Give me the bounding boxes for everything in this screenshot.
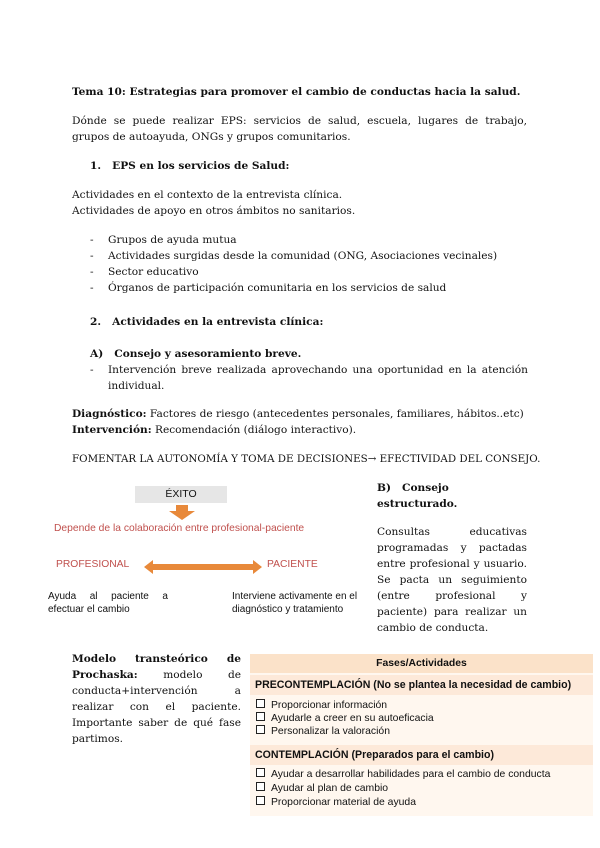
interviene-text: Interviene activamente en el diagnóstico y tratamiento: [232, 591, 358, 615]
subsection-b-text: Consultas educativas programadas y pactadas entre profesional y usuario. Se pacta un seguimiento (entre profesional y paciente) para realizar un cambio de conducta.: [377, 526, 527, 634]
ayuda-text: Ayuda al paciente a efectuar el cambio: [48, 591, 168, 615]
modelo-text: modelo de conducta+intervención a realizar con el paciente. Importante saber de qué fase partimos.: [72, 669, 241, 745]
subsection-a-heading: A) Consejo y asesoramiento breve.: [90, 348, 302, 360]
list-item: Actividades surgidas desde la comunidad (ONG, Asociaciones vecinales): [108, 250, 498, 262]
modelo-paragraph: [72, 651, 241, 747]
fomentar-right: EFECTIVIDAD DEL CONSEJO.: [376, 453, 541, 465]
paciente-label: PACIENTE: [267, 559, 318, 570]
bullet-marker: -: [90, 234, 94, 246]
bullet-marker: -: [90, 250, 94, 262]
stages-table: [250, 654, 593, 816]
diagnostico-text: Factores de riesgo (antecedentes personales, familiares, hábitos..etc): [146, 408, 524, 420]
intervencion-text: Recomendación (diálogo interactivo).: [151, 424, 357, 436]
stage-precontemplacion: PRECONTEMPLACIÓN (No se plantea la necesidad de cambio): [250, 675, 593, 695]
intervencion-line: [72, 422, 542, 438]
checkbox-icon: [256, 796, 265, 805]
list-item: Personalizar la valoración: [256, 725, 390, 739]
list-item: Ayudar a desarrollar habilidades para el cambio de conducta: [256, 768, 550, 782]
exito-box: ÉXITO: [135, 486, 227, 503]
subsection-a-bullet: Intervención breve realizada aprovechando una oportunidad en la atención individual.: [108, 364, 528, 392]
list-item: Ayudarle a creer en su autoeficacia: [256, 712, 434, 726]
section1-bullet-list: [0, 232, 600, 302]
list-item: Ayudar al plan de cambio: [256, 782, 388, 796]
diagnostico-line: [72, 406, 542, 422]
list-item: Proporcionar material de ayuda: [256, 796, 416, 810]
section1-line2: Actividades de apoyo en otros ámbitos no sanitarios.: [72, 205, 356, 217]
checkbox-icon: [256, 699, 265, 708]
fomentar-line: [72, 451, 542, 467]
double-arrow-icon: [143, 559, 263, 575]
depende-text: Depende de la colaboración entre profesional-paciente: [54, 523, 305, 534]
bullet-marker: -: [90, 364, 94, 376]
modelo-bold: Modelo transteórico de Prochaska:: [72, 653, 241, 681]
bullet-marker: -: [90, 282, 94, 294]
checkbox-icon: [256, 768, 265, 777]
down-arrow-icon: [168, 505, 196, 521]
checkbox-icon: [256, 712, 265, 721]
list-item: Sector educativo: [108, 266, 199, 278]
section1-line1: Actividades en el contexto de la entrevista clínica.: [72, 189, 343, 201]
section2-heading: 2. Actividades en la entrevista clínica:: [90, 316, 324, 328]
intervencion-label: Intervención:: [72, 424, 152, 436]
checkbox-icon: [256, 725, 265, 734]
list-item: Proporcionar información: [256, 699, 387, 713]
stage-contemplacion: CONTEMPLACIÓN (Preparados para el cambio): [250, 745, 593, 765]
list-item: Grupos de ayuda mutua: [108, 234, 237, 246]
fomentar-left: FOMENTAR LA AUTONOMÍA Y TOMA DE DECISIONES: [72, 453, 368, 465]
list-item: Órganos de participación comunitaria en los servicios de salud: [108, 282, 447, 294]
section1-heading: 1. EPS en los servicios de Salud:: [90, 160, 290, 172]
intro-paragraph: Dónde se puede realizar EPS: servicios de salud, escuela, lugares de trabajo, grupos de autoayuda, ONGs y grupos comunitarios.: [72, 115, 527, 143]
bullet-marker: -: [90, 266, 94, 278]
checkbox-icon: [256, 782, 265, 791]
diagnostico-label: Diagnóstico:: [72, 408, 147, 420]
subsection-b-heading: B) Consejo estructurado.: [377, 482, 458, 510]
table-header: Fases/Actividades: [250, 654, 593, 673]
arrow-right-icon: →: [367, 453, 377, 465]
profesional-label: PROFESIONAL: [56, 559, 130, 570]
page-title: Tema 10: Estrategias para promover el cambio de conductas hacia la salud.: [72, 86, 521, 98]
